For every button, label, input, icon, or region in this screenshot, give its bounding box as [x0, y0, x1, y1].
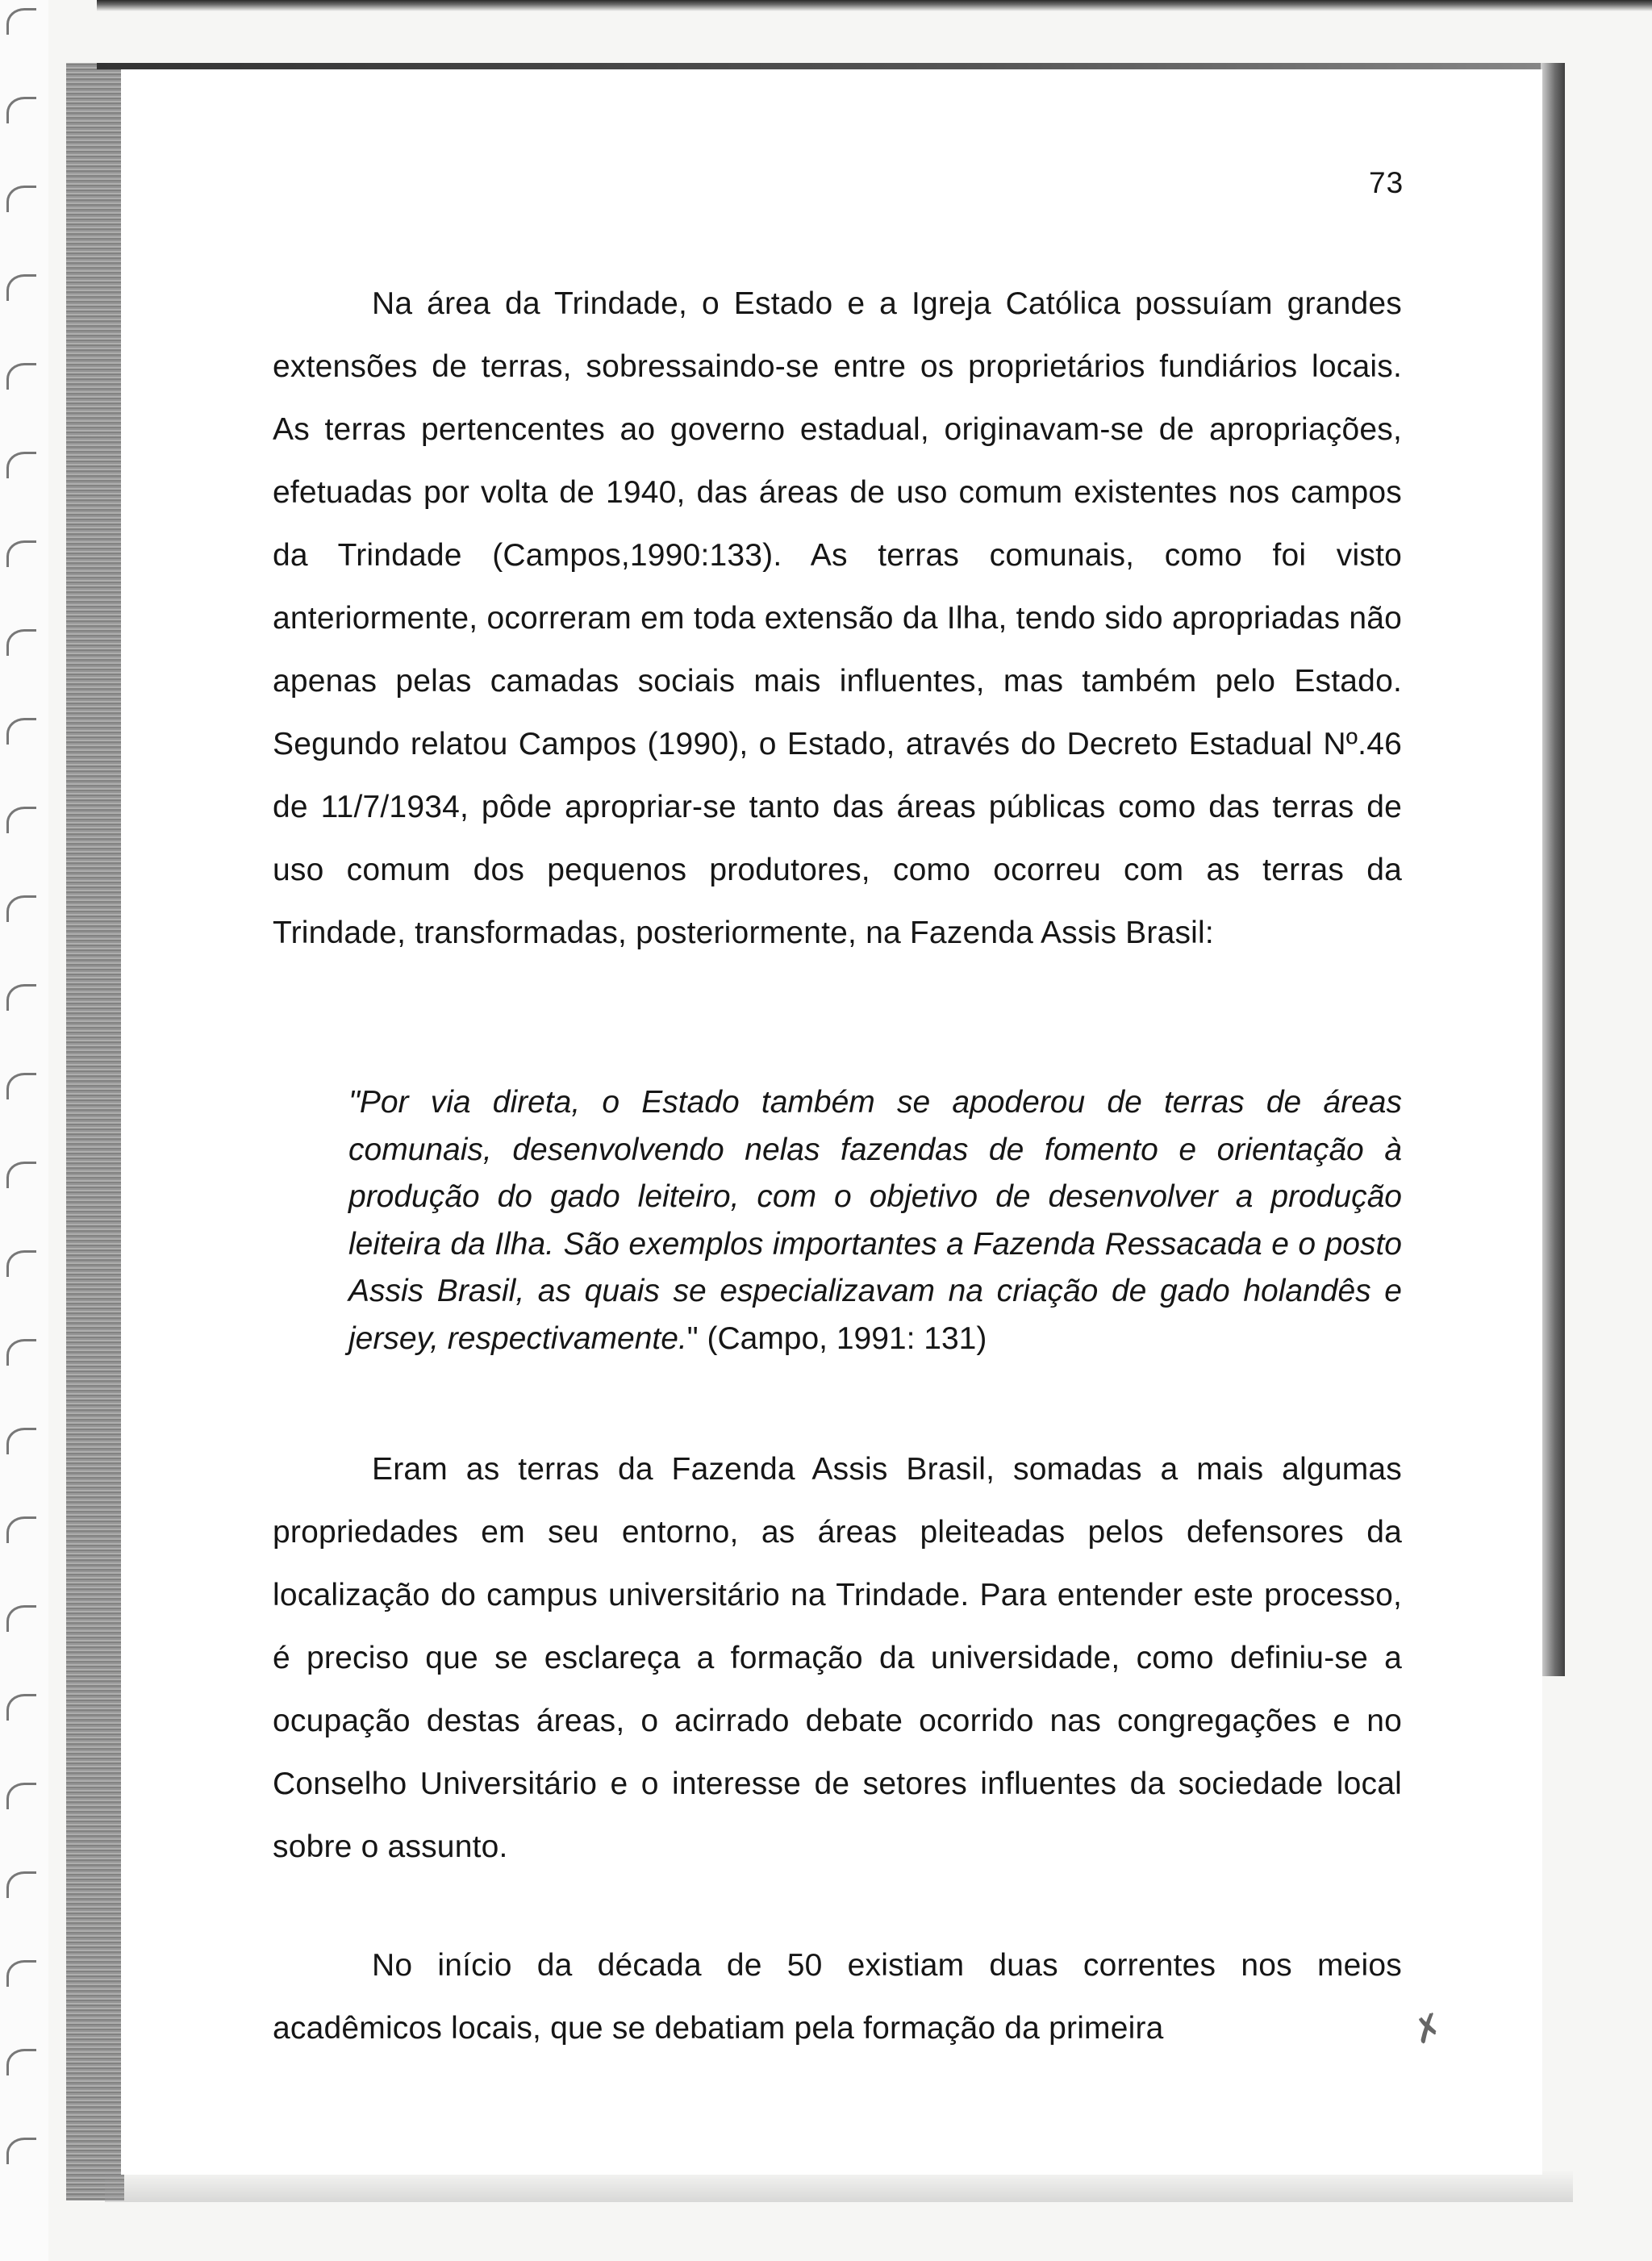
binding-ring — [6, 452, 36, 478]
body-paragraph: Eram as terras da Fazenda Assis Brasil, somadas a mais algumas propriedades em seu entorno, as áreas pleiteadas pelos defensores da localização do campus universitário na Trindade. Para entender este processo, é preciso que se esclareça a formação da universidade, como definiu-se a ocupação destas áreas, o acirrado debate ocorrido nas congregações e no Conselho Universitário e o interesse de setores influentes da sociedade local sobre o assunto. — [273, 1452, 1402, 1864]
body-paragraph: Na área da Trindade, o Estado e a Igreja Católica possuíam grandes extensões de terras, sobressaindo-se entre os proprietários fundiários locais. As terras pertencentes ao governo estadual, originavam-se de apropriações, efetuadas por volta de 1940, das áreas de uso comum existentes nos campos da Trindade (Campos,1990:133). As terras comunais, como foi visto anteriormente, ocorreram em toda extensão da Ilha, tendo sido apropriadas não apenas pelas camadas sociais mais influentes, mas também pelo Estado. Segundo relatou Campos (1990), o Estado, através do Decreto Estadual Nº.46 de 11/7/1934, pôde apropriar-se tanto das áreas públicas como das terras de uso comum dos pequenos produtores, como ocorreu com as terras da Trindade, transformadas, posteriormente, na Fazenda Assis Brasil: — [273, 286, 1402, 950]
binding-ring — [6, 629, 36, 656]
binding-ring — [6, 2049, 36, 2075]
binding-ring — [6, 1783, 36, 1809]
binding-edge — [0, 0, 48, 2261]
binding-ring — [6, 807, 36, 833]
block-quote — [348, 1079, 1402, 1362]
binding-ring — [6, 718, 36, 745]
page-right-edge — [1541, 63, 1565, 1676]
binding-ring — [6, 363, 36, 390]
quote-citation: " (Campo, 1991: 131) — [686, 1320, 987, 1356]
binding-ring — [6, 274, 36, 301]
page-top-edge — [97, 63, 1565, 69]
binding-ring — [6, 2138, 36, 2164]
binding-ring — [6, 1162, 36, 1188]
binding-ring — [6, 984, 36, 1011]
binding-ring — [6, 1871, 36, 1898]
binding-ring — [6, 1605, 36, 1632]
binding-ring — [6, 186, 36, 212]
binding-ring — [6, 1428, 36, 1454]
page-number: 73 — [1369, 166, 1404, 199]
page-stack-shadow — [66, 63, 124, 2201]
pen-mark-icon: ✗ — [1407, 2005, 1450, 2053]
binding-ring — [6, 8, 36, 35]
binding-ring — [6, 1250, 36, 1277]
body-paragraph: No início da década de 50 existiam duas correntes nos meios acadêmicos locais, que se debatiam pela formação da primeira — [273, 1948, 1402, 2046]
scan-top-edge — [97, 0, 1652, 11]
binding-ring — [6, 1694, 36, 1721]
binding-ring — [6, 1073, 36, 1099]
binding-ring — [6, 1339, 36, 1366]
binding-ring — [6, 540, 36, 567]
binding-ring — [6, 97, 36, 123]
binding-ring — [6, 1960, 36, 1987]
binding-ring — [6, 1516, 36, 1543]
binding-ring — [6, 895, 36, 922]
quote-text: "Por via direta, o Estado também se apoderou de terras de áreas comunais, desenvolvendo nelas fazendas de fomento e orientação à produção do gado leiteiro, com o objetivo de desenvolver a produção leiteira da Ilha. São exemplos importantes a Fazenda Ressacada e o posto Assis Brasil, as quais se especializavam na criação de gado holandês e jersey, respectivamente. — [348, 1085, 1402, 1356]
page-bottom-edge — [105, 2170, 1573, 2202]
